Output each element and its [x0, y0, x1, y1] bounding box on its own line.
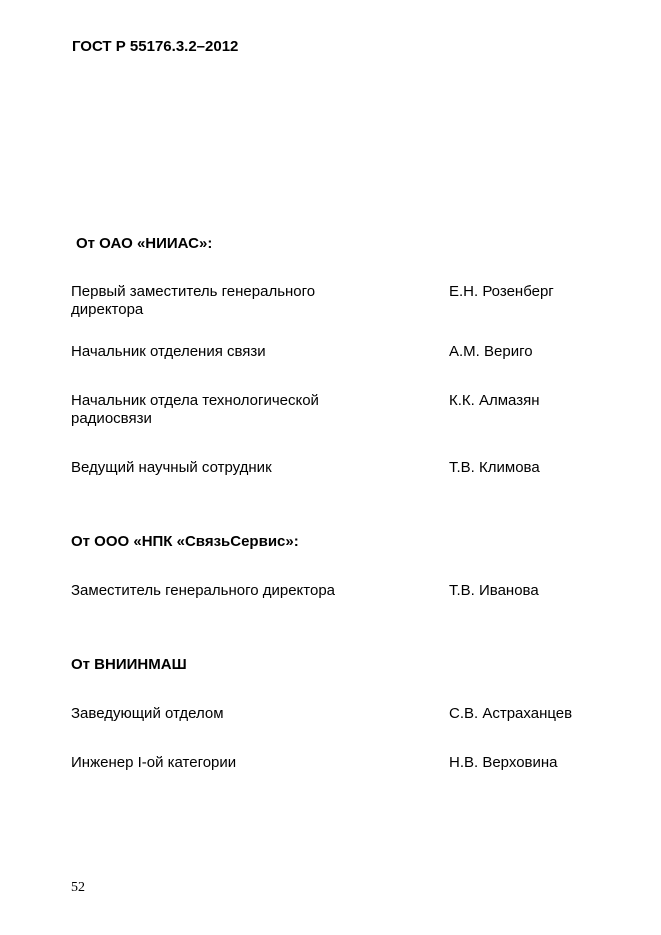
entry-name: С.В. Астраханцев [449, 705, 573, 722]
entry-name: Т.В. Климова [449, 459, 540, 476]
entry-position: Заместитель генерального директора [71, 582, 336, 599]
entry-position: Первый заместитель генерального директора [71, 283, 316, 318]
page-number: 52 [71, 880, 85, 895]
section-heading-vniinmash: От ВНИИНМАШ [71, 656, 187, 673]
entry-position: Начальник отделения связи [71, 343, 266, 360]
section-heading-svyazservis: От ООО «НПК «СвязьСервис»: [71, 533, 299, 550]
entry-name: А.М. Вериго [449, 343, 533, 360]
entry-position: Начальник отдела технологической радиосвязи [71, 392, 319, 427]
entry-name: К.К. Алмазян [449, 392, 540, 409]
entry-position: Инженер I-ой категории [71, 754, 237, 771]
entry-name: Н.В. Верховина [449, 754, 558, 771]
entry-position: Ведущий научный сотрудник [71, 459, 272, 476]
standard-code-header: ГОСТ Р 55176.3.2–2012 [72, 38, 239, 55]
entry-position: Заведующий отделом [71, 705, 224, 722]
entry-name: Е.Н. Розенберг [449, 283, 554, 300]
section-heading-niias: От ОАО «НИИАС»: [76, 235, 213, 252]
entry-name: Т.В. Иванова [449, 582, 539, 599]
